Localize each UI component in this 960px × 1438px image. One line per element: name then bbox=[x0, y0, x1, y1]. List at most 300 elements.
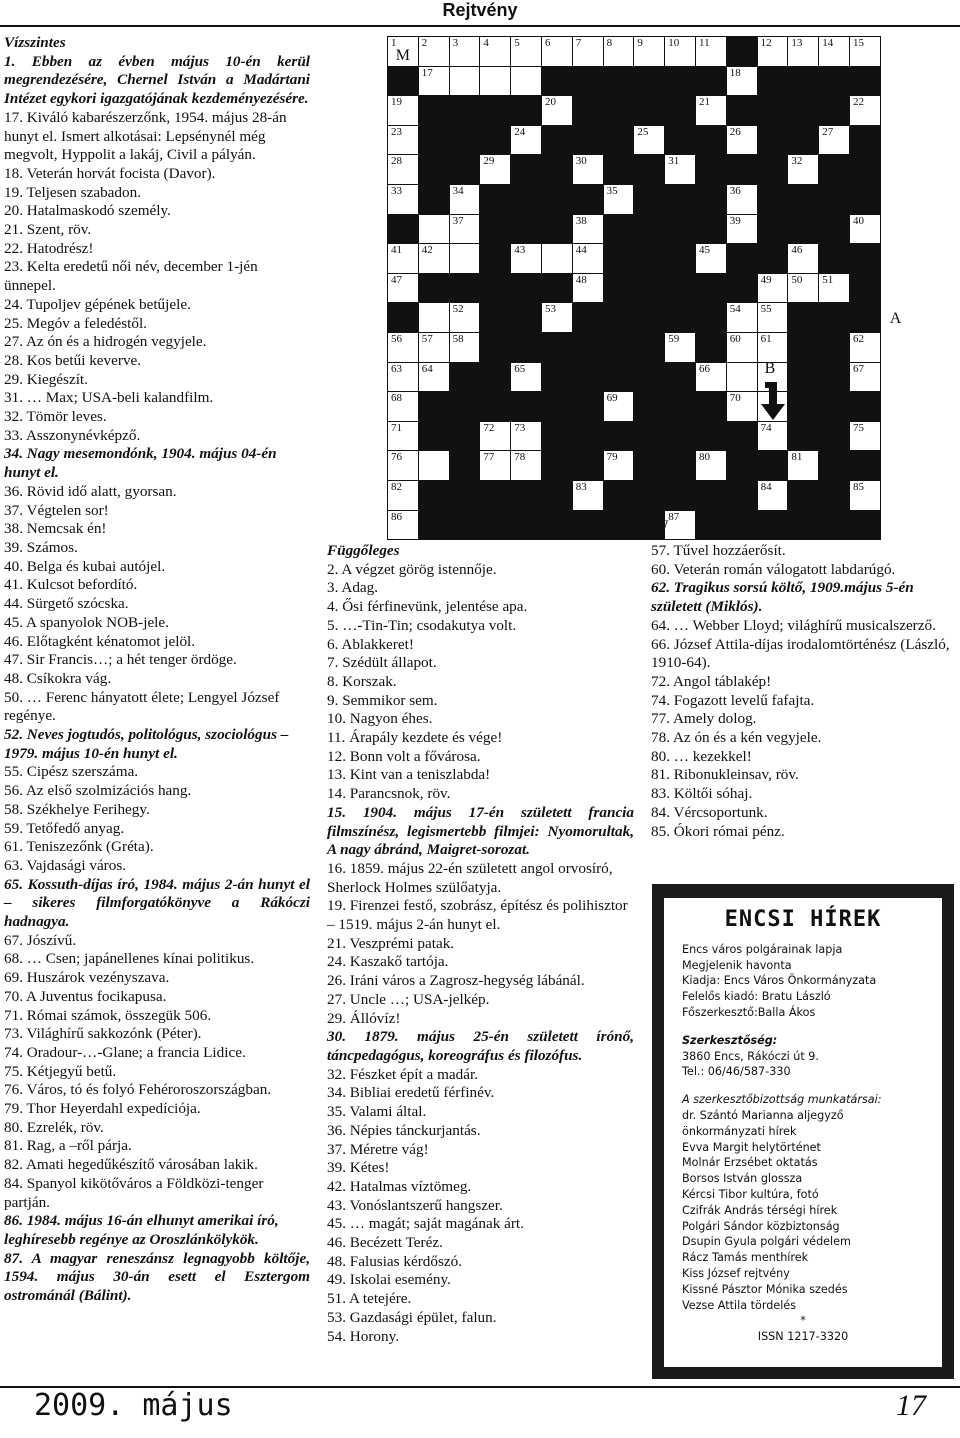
grid-cell-black bbox=[757, 95, 789, 126]
box-staff-line: dr. Szántó Marianna aljegyző bbox=[682, 1108, 844, 1122]
grid-cell-black bbox=[603, 243, 635, 274]
given-letter: K bbox=[735, 46, 748, 64]
cell-number: 32 bbox=[791, 155, 803, 168]
grid-cell[interactable] bbox=[387, 362, 419, 393]
clue-col2-14: 15. 1904. május 17-én született francia filmszínész, legismertebb filmjei: Nyomorultak, A nagy ábránd, Maigret-sorozat. bbox=[327, 803, 634, 859]
grid-cell-black bbox=[603, 95, 635, 126]
grid-cell-black bbox=[449, 391, 481, 422]
grid-cell-black bbox=[479, 510, 511, 541]
grid-cell-black bbox=[849, 66, 881, 97]
grid-cell-black bbox=[418, 391, 450, 422]
grid-cell[interactable] bbox=[449, 66, 481, 97]
grid-cell[interactable] bbox=[726, 125, 758, 156]
clue-col1-30: 52. Neves jogtudós, politológus, szociológus – 1979. május 10-én hunyt el. bbox=[4, 726, 289, 762]
box-info-line: Főszerkesztő:Balla Ákos bbox=[682, 1005, 816, 1019]
grid-cell[interactable] bbox=[726, 362, 758, 393]
box-info-line: Megjelenik havonta bbox=[682, 958, 792, 972]
given-letter: A bbox=[397, 224, 409, 242]
encsi-hirek-title: ENCSI HÍREK bbox=[724, 907, 882, 932]
grid-cell[interactable] bbox=[449, 302, 481, 333]
grid-cell-black bbox=[387, 66, 419, 97]
grid-cell[interactable] bbox=[695, 95, 727, 126]
clue-col3-4: 66. József Attila-díjas irodalomtörténész (László, 1910-64). bbox=[651, 635, 950, 672]
grid-cell[interactable] bbox=[418, 214, 450, 245]
grid-cell[interactable] bbox=[418, 332, 450, 363]
clue-col2-25: 35. Valami által. bbox=[327, 1103, 427, 1121]
clue-col1-51: 84. Spanyol kikötőváros a Földközi-tenger partján. bbox=[4, 1174, 264, 1211]
grid-cell[interactable] bbox=[726, 184, 758, 215]
grid-cell[interactable] bbox=[541, 95, 573, 126]
grid-cell-black bbox=[664, 214, 696, 245]
grid-cell-black bbox=[849, 391, 881, 422]
grid-cell[interactable] bbox=[664, 36, 696, 67]
box-staff-line: Molnár Erzsébet oktatás bbox=[682, 1156, 818, 1170]
cell-number: 31 bbox=[668, 155, 680, 168]
grid-cell-black bbox=[849, 125, 881, 156]
box-staff-line: Polgári Sándor közbiztonság bbox=[682, 1219, 840, 1233]
grid-cell-black bbox=[510, 510, 542, 541]
cell-number: 67 bbox=[853, 362, 864, 375]
grid-cell-black bbox=[541, 184, 573, 215]
grid-cell[interactable] bbox=[387, 421, 419, 452]
grid-cell[interactable] bbox=[849, 214, 881, 245]
grid-cell-black bbox=[664, 125, 696, 156]
grid-cell-black bbox=[541, 214, 573, 245]
clue-col3-10: 81. Ribonukleinsav, röv. bbox=[651, 766, 799, 784]
issn-number: ISSN 1217-3320 bbox=[757, 1330, 849, 1344]
clue-col3-11: 83. Költői sóhaj. bbox=[651, 785, 753, 803]
grid-cell[interactable] bbox=[387, 332, 419, 363]
grid-cell-black bbox=[603, 480, 635, 511]
cell-number: 11 bbox=[699, 37, 710, 49]
clue-col2-27: 37. Méretre vág! bbox=[327, 1140, 429, 1158]
grid-cell[interactable] bbox=[418, 36, 450, 67]
grid-cell-black bbox=[633, 184, 665, 215]
grid-cell[interactable] bbox=[757, 302, 789, 333]
grid-cell[interactable] bbox=[787, 36, 819, 67]
clue-col3-0: 57. Tűvel hozzáerősít. bbox=[651, 542, 786, 559]
clue-col2-28: 39. Kétes! bbox=[327, 1159, 390, 1177]
clue-col2-2: 3. Adag. bbox=[327, 579, 379, 597]
cell-number: 21 bbox=[699, 96, 710, 109]
cell-number: 8 bbox=[606, 37, 613, 49]
grid-cell[interactable] bbox=[387, 510, 419, 541]
grid-cell-black bbox=[541, 332, 573, 363]
clue-col1-39: 68. … Csen; japánellenes kínai politikus. bbox=[4, 950, 255, 968]
cell-number: 63 bbox=[391, 362, 402, 375]
grid-cell-black bbox=[603, 154, 635, 185]
grid-cell[interactable] bbox=[510, 421, 542, 452]
grid-cell[interactable] bbox=[449, 332, 481, 363]
cell-number: 68 bbox=[391, 392, 402, 405]
cell-number: 25 bbox=[637, 125, 649, 138]
cell-number: 26 bbox=[729, 125, 741, 138]
grid-cell-black bbox=[818, 66, 850, 97]
grid-cell[interactable] bbox=[387, 184, 419, 215]
clue-col1-37: 65. Kossuth-díjas író, 1984. május 2-án hunyt el – sikeres filmforgatókönyve a Rákóczi hadnagya. bbox=[4, 875, 310, 931]
encsi-hirek-box bbox=[652, 884, 954, 1379]
cell-number: 66 bbox=[699, 362, 710, 375]
clue-col3-5: 72. Angol táblakép! bbox=[651, 672, 772, 690]
grid-cell[interactable] bbox=[726, 214, 758, 245]
clue-col1-6: 21. Szent, röv. bbox=[4, 221, 92, 239]
clue-col1-28: 48. Csíkokra vág. bbox=[4, 669, 112, 687]
grid-cell-black bbox=[479, 125, 511, 156]
clue-col3-1: 60. Veterán román válogatott labdarúgó. bbox=[651, 560, 896, 578]
clue-col2-19: 26. Iráni város a Zagrosz-hegység lábánál. bbox=[327, 972, 585, 990]
grid-cell[interactable] bbox=[633, 125, 665, 156]
grid-cell[interactable] bbox=[818, 273, 850, 304]
grid-cell-black bbox=[633, 273, 665, 304]
clue-col1-16: 33. Asszonynévképző. bbox=[4, 426, 141, 444]
grid-cell[interactable] bbox=[726, 302, 758, 333]
grid-cell[interactable] bbox=[510, 66, 542, 97]
clue-col2-6: 7. Szédült állapot. bbox=[327, 654, 437, 672]
grid-cell[interactable] bbox=[479, 450, 511, 481]
clue-col1-9: 24. Tupoljev gépének betűjele. bbox=[4, 295, 191, 313]
cell-number: 15 bbox=[853, 37, 864, 49]
grid-cell[interactable] bbox=[818, 36, 850, 67]
grid-cell[interactable] bbox=[418, 302, 450, 333]
grid-cell-black bbox=[633, 332, 665, 363]
grid-cell[interactable] bbox=[387, 125, 419, 156]
grid-cell-black bbox=[603, 510, 635, 541]
star-separator: * bbox=[800, 1314, 806, 1328]
grid-cell-black bbox=[664, 95, 696, 126]
cell-number: 49 bbox=[760, 273, 772, 286]
grid-cell[interactable] bbox=[541, 243, 573, 274]
cell-number: 85 bbox=[853, 481, 864, 493]
cell-number: 61 bbox=[760, 333, 772, 345]
cell-number: 86 bbox=[391, 510, 402, 523]
grid-cell[interactable] bbox=[418, 362, 450, 393]
cell-number: 62 bbox=[853, 333, 864, 345]
cell-number: 73 bbox=[514, 421, 526, 434]
clue-col1-25: 45. A spanyolok NOB-jele. bbox=[4, 613, 169, 631]
clue-col1-40: 69. Huszárok vezényszava. bbox=[4, 969, 170, 987]
grid-cell[interactable] bbox=[603, 184, 635, 215]
grid-cell-black bbox=[510, 214, 542, 245]
cell-number: 87 bbox=[668, 510, 680, 523]
down-arrow-icon bbox=[761, 380, 795, 424]
cell-number: 78 bbox=[514, 451, 526, 464]
cell-number: 35 bbox=[606, 185, 618, 197]
grid-cell[interactable] bbox=[603, 36, 635, 67]
box-staff-line: Kissné Pásztor Mónika szedés bbox=[682, 1282, 848, 1296]
grid-cell-black bbox=[664, 480, 696, 511]
clue-col1-47: 79. Thor Heyerdahl expedíciója. bbox=[4, 1100, 201, 1118]
box-staff-line: Evva Margit helytörténet bbox=[682, 1140, 821, 1154]
grid-cell-black bbox=[818, 154, 850, 185]
grid-cell[interactable] bbox=[510, 362, 542, 393]
grid-cell[interactable] bbox=[787, 450, 819, 481]
grid-cell[interactable] bbox=[449, 36, 481, 67]
grid-cell[interactable] bbox=[387, 480, 419, 511]
grid-cell-black bbox=[787, 510, 819, 541]
grid-cell[interactable] bbox=[572, 273, 604, 304]
grid-cell[interactable] bbox=[541, 36, 573, 67]
grid-cell-black bbox=[664, 184, 696, 215]
grid-cell[interactable] bbox=[418, 450, 450, 481]
cell-number: 41 bbox=[391, 244, 402, 257]
cell-number: 51 bbox=[822, 273, 834, 286]
clue-col2-31: 45. … magát; saját magának árt. bbox=[327, 1215, 524, 1233]
grid-cell-black bbox=[726, 480, 758, 511]
grid-cell[interactable] bbox=[757, 480, 789, 511]
clue-col1-34: 59. Tetőfedő anyag. bbox=[4, 819, 125, 837]
grid-cell[interactable] bbox=[757, 421, 789, 452]
grid-cell[interactable] bbox=[418, 243, 450, 274]
grid-cell-black bbox=[449, 510, 481, 541]
grid-cell-black bbox=[449, 273, 481, 304]
grid-cell[interactable] bbox=[572, 154, 604, 185]
office-address bbox=[682, 1049, 924, 1081]
grid-cell-black bbox=[479, 214, 511, 245]
cell-number: 55 bbox=[760, 303, 772, 316]
cell-number: 28 bbox=[391, 155, 402, 168]
clue-col3-13: 85. Ókori római pénz. bbox=[651, 822, 785, 840]
clue-col2-0: Függőleges bbox=[327, 542, 400, 559]
cell-number: 74 bbox=[760, 421, 772, 434]
grid-cell-black bbox=[757, 184, 789, 215]
grid-cell-black bbox=[479, 332, 511, 363]
grid-cell[interactable] bbox=[449, 184, 481, 215]
grid-cell[interactable] bbox=[387, 243, 419, 274]
grid-cell-black bbox=[633, 95, 665, 126]
grid-cell-black bbox=[695, 332, 727, 363]
clue-col2-3: 4. Ősi férfinevünk, jelentése apa. bbox=[327, 598, 528, 616]
cell-number: 52 bbox=[452, 303, 464, 316]
clue-col2-32: 46. Becézett Teréz. bbox=[327, 1234, 443, 1252]
grid-cell[interactable] bbox=[664, 332, 696, 363]
cell-number: 84 bbox=[760, 481, 772, 493]
grid-cell-black bbox=[849, 302, 881, 333]
outside-letter: A bbox=[889, 310, 902, 328]
grid-cell-black bbox=[510, 302, 542, 333]
cell-number: 69 bbox=[606, 392, 618, 405]
grid-cell[interactable] bbox=[695, 243, 727, 274]
grid-cell-black bbox=[572, 510, 604, 541]
cell-number: 4 bbox=[483, 37, 489, 49]
cell-number: 42 bbox=[421, 244, 433, 257]
grid-cell[interactable] bbox=[849, 362, 881, 393]
clue-col2-8: 9. Semmikor sem. bbox=[327, 691, 438, 709]
cell-number: 43 bbox=[514, 244, 526, 257]
grid-cell-black bbox=[695, 154, 727, 185]
clue-col2-12: 13. Kint van a teniszlabda! bbox=[327, 766, 491, 784]
grid-cell[interactable] bbox=[387, 154, 419, 185]
grid-cell[interactable] bbox=[572, 36, 604, 67]
grid-cell[interactable] bbox=[449, 243, 481, 274]
grid-cell-black bbox=[633, 302, 665, 333]
grid-cell[interactable] bbox=[726, 332, 758, 363]
grid-cell[interactable] bbox=[572, 243, 604, 274]
grid-cell[interactable] bbox=[603, 450, 635, 481]
grid-cell-black bbox=[849, 154, 881, 185]
grid-cell-black bbox=[510, 332, 542, 363]
grid-cell-black bbox=[572, 184, 604, 215]
grid-cell-black bbox=[541, 421, 573, 452]
grid-cell[interactable] bbox=[479, 154, 511, 185]
down-clues-column bbox=[327, 542, 634, 1346]
grid-cell-black bbox=[479, 184, 511, 215]
grid-cell-black bbox=[849, 184, 881, 215]
grid-cell[interactable] bbox=[510, 243, 542, 274]
clue-col1-53: 87. A magyar reneszánsz legnagyobb költője, 1594. május 30-án esett el Esztergom ostrománál (Bálint). bbox=[4, 1249, 310, 1305]
clue-col1-33: 58. Székhelye Ferihegy. bbox=[4, 800, 150, 818]
crossword-grid[interactable] bbox=[387, 36, 902, 539]
cell-number: 9 bbox=[637, 37, 643, 49]
grid-cell-black bbox=[787, 66, 819, 97]
grid-cell[interactable] bbox=[510, 125, 542, 156]
grid-cell[interactable] bbox=[572, 480, 604, 511]
clue-col1-32: 56. Az első szolmizációs hang. bbox=[4, 782, 192, 800]
grid-cell[interactable] bbox=[387, 391, 419, 422]
grid-cell-black bbox=[757, 510, 789, 541]
grid-cell-black bbox=[787, 480, 819, 511]
grid-cell[interactable] bbox=[387, 273, 419, 304]
grid-cell[interactable] bbox=[387, 450, 419, 481]
cell-number: 18 bbox=[729, 66, 741, 79]
clue-col1-4: 19. Teljesen szabadon. bbox=[4, 183, 141, 201]
grid-cell-black bbox=[418, 125, 450, 156]
grid-cell-black bbox=[757, 125, 789, 156]
clue-col1-49: 81. Rag, a –ről párja. bbox=[4, 1137, 132, 1155]
grid-cell[interactable] bbox=[633, 36, 665, 67]
grid-cell-black bbox=[418, 421, 450, 452]
grid-cell-black bbox=[387, 302, 419, 333]
grid-cell[interactable] bbox=[664, 154, 696, 185]
grid-cell-black bbox=[449, 125, 481, 156]
cell-number: 81 bbox=[791, 451, 803, 464]
clue-col2-15: 16. 1859. május 22-én született angol orvosíró, Sherlock Holmes szülőatyja. bbox=[327, 859, 613, 896]
grid-cell[interactable] bbox=[387, 36, 419, 67]
grid-cell[interactable] bbox=[757, 332, 789, 363]
grid-cell[interactable] bbox=[387, 95, 419, 126]
grid-cell-black bbox=[449, 421, 481, 452]
grid-cell-black bbox=[664, 302, 696, 333]
grid-cell[interactable] bbox=[757, 36, 789, 67]
grid-cell[interactable] bbox=[695, 36, 727, 67]
grid-cell[interactable] bbox=[449, 214, 481, 245]
clue-col2-30: 43. Vonóslantszerű hangszer. bbox=[327, 1196, 503, 1214]
grid-cell-black bbox=[726, 243, 758, 274]
grid-cell[interactable] bbox=[849, 421, 881, 452]
box-office-line: 3860 Encs, Rákóczi út 9. bbox=[682, 1049, 819, 1063]
grid-cell-black bbox=[572, 450, 604, 481]
given-letter: O bbox=[397, 312, 409, 330]
grid-cell[interactable] bbox=[479, 36, 511, 67]
grid-cell[interactable] bbox=[541, 302, 573, 333]
grid-cell-black bbox=[695, 273, 727, 304]
grid-cell[interactable] bbox=[572, 214, 604, 245]
clue-col1-3: 18. Veterán horvát focista (Davor). bbox=[4, 164, 216, 182]
clue-col1-44: 74. Oradour-…-Glane; a francia Lidice. bbox=[4, 1043, 246, 1061]
cell-number: 30 bbox=[575, 155, 587, 168]
grid-cell-black bbox=[479, 302, 511, 333]
cell-number: 22 bbox=[853, 96, 864, 109]
grid-cell[interactable] bbox=[849, 95, 881, 126]
grid-cell-black bbox=[479, 95, 511, 126]
grid-cell[interactable] bbox=[849, 36, 881, 67]
clue-col2-33: 48. Falusias kérdőszó. bbox=[327, 1252, 462, 1270]
grid-cell[interactable] bbox=[787, 154, 819, 185]
clue-col1-52: 86. 1984. május 16-án elhunyt amerikai író, leghíresebb regénye az Oroszlánkölykök. bbox=[4, 1212, 279, 1248]
clue-col3-9: 80. … kezekkel! bbox=[651, 747, 752, 765]
grid-cell-black bbox=[664, 243, 696, 274]
grid-cell-black bbox=[849, 243, 881, 274]
grid-cell-black bbox=[418, 273, 450, 304]
clue-col1-8: 23. Kelta eredetű női név, december 1-jén ünnepel. bbox=[4, 258, 258, 295]
cell-number: 6 bbox=[545, 37, 551, 49]
grid-cell[interactable] bbox=[695, 450, 727, 481]
cell-number: 13 bbox=[791, 37, 803, 49]
grid-cell-black bbox=[664, 450, 696, 481]
cell-number: 40 bbox=[853, 214, 864, 227]
grid-cell[interactable] bbox=[695, 362, 727, 393]
clue-col2-13: 14. Parancsnok, röv. bbox=[327, 785, 451, 803]
grid-cell[interactable] bbox=[726, 66, 758, 97]
grid-cell-black bbox=[603, 421, 635, 452]
grid-cell[interactable] bbox=[510, 36, 542, 67]
clue-col2-17: 21. Veszprémi patak. bbox=[327, 934, 455, 952]
grid-cell[interactable] bbox=[818, 125, 850, 156]
grid-cell-black bbox=[603, 302, 635, 333]
grid-cell[interactable] bbox=[418, 66, 450, 97]
grid-cell-black bbox=[541, 450, 573, 481]
grid-cell-black bbox=[603, 332, 635, 363]
grid-cell-black bbox=[541, 125, 573, 156]
clue-col3-3: 64. … Webber Lloyd; világhírű musicalszerző. bbox=[651, 616, 936, 634]
clue-col1-19: 37. Végtelen sor! bbox=[4, 501, 109, 519]
grid-cell-black bbox=[818, 362, 850, 393]
cell-number: 50 bbox=[791, 273, 803, 286]
grid-cell-black bbox=[818, 450, 850, 481]
grid-cell[interactable] bbox=[849, 332, 881, 363]
grid-cell-black bbox=[664, 421, 696, 452]
grid-cell-black bbox=[603, 273, 635, 304]
clue-col3-2: 62. Tragikus sorsú költő, 1909.május 5-én született (Miklós). bbox=[651, 579, 914, 616]
grid-cell[interactable] bbox=[510, 450, 542, 481]
grid-cell[interactable] bbox=[479, 66, 511, 97]
grid-cell-black bbox=[818, 95, 850, 126]
grid-cell[interactable] bbox=[603, 391, 635, 422]
box-staff-line: Kércsi Tibor kultúra, fotó bbox=[682, 1187, 819, 1201]
grid-cell[interactable] bbox=[757, 273, 789, 304]
grid-cell-black bbox=[633, 243, 665, 274]
clue-col2-26: 36. Népies tánckurjantás. bbox=[327, 1121, 481, 1139]
grid-cell[interactable] bbox=[787, 273, 819, 304]
grid-cell-black bbox=[633, 480, 665, 511]
cell-number: 24 bbox=[514, 125, 526, 138]
clue-col1-11: 27. Az ón és a hidrogén vegyjele. bbox=[4, 333, 207, 351]
clue-col2-4: 5. …-Tin-Tin; csodakutya volt. bbox=[327, 616, 517, 634]
page-title: Rejtvény bbox=[442, 0, 518, 20]
clue-col2-36: 53. Gazdasági épület, falun. bbox=[327, 1308, 497, 1326]
grid-cell[interactable] bbox=[849, 480, 881, 511]
cell-number: 2 bbox=[421, 37, 428, 49]
clue-col2-7: 8. Korszak. bbox=[327, 672, 397, 690]
grid-cell-black bbox=[695, 214, 727, 245]
grid-cell-black bbox=[757, 154, 789, 185]
grid-cell-black bbox=[572, 332, 604, 363]
cell-number: 83 bbox=[575, 481, 587, 493]
grid-cell[interactable] bbox=[787, 243, 819, 274]
grid-cell-black bbox=[633, 154, 665, 185]
grid-cell[interactable] bbox=[726, 391, 758, 422]
grid-cell[interactable] bbox=[479, 421, 511, 452]
grid-cell-black bbox=[449, 95, 481, 126]
